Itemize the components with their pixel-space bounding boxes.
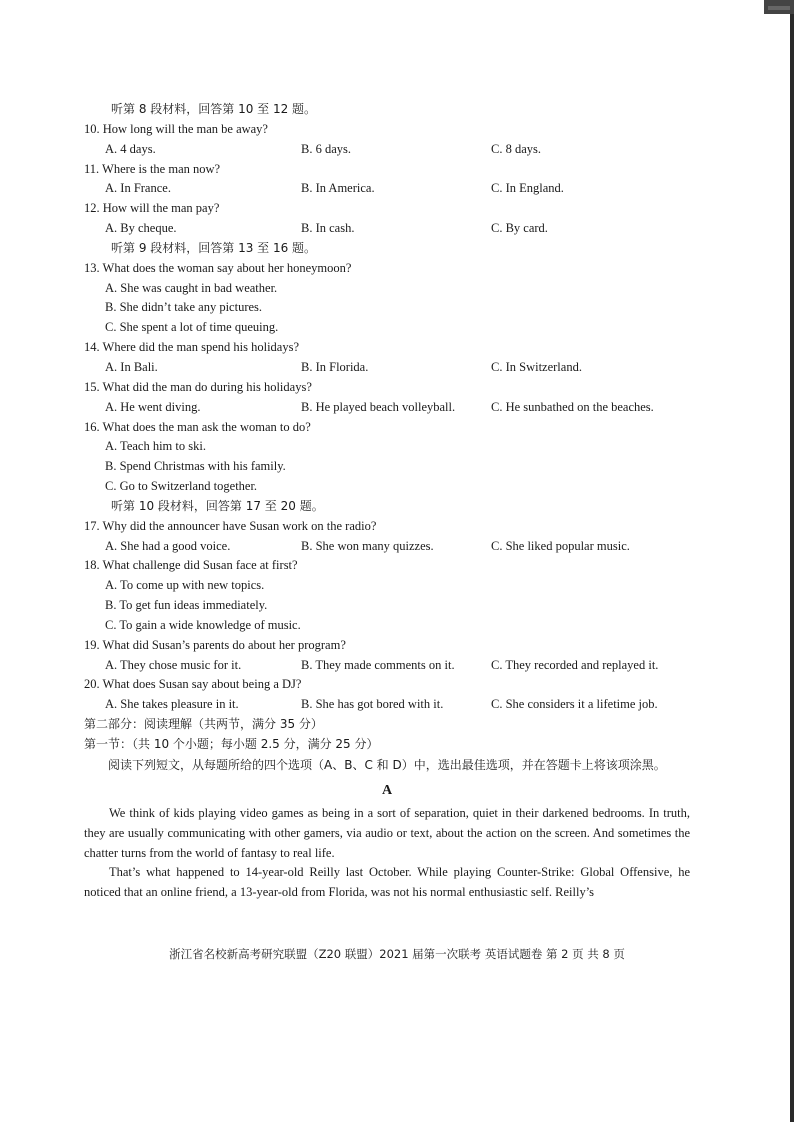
- option-a: A. By cheque.: [105, 221, 177, 236]
- option-c: C. Go to Switzerland together.: [105, 479, 258, 494]
- option-a: A. 4 days.: [105, 141, 156, 156]
- question-15: 15. What did the man do during his holidays?: [84, 379, 312, 394]
- options-17: [84, 537, 690, 557]
- option-a: A. She takes pleasure in it.: [105, 697, 239, 712]
- option-b: B. Spend Christmas with his family.: [105, 459, 286, 474]
- option-a: A. He went diving.: [105, 399, 201, 414]
- question-10: 10. How long will the man be away?: [84, 121, 268, 136]
- option-b: B. She has got bored with it.: [301, 697, 444, 712]
- scan-corner-mark: [768, 6, 790, 10]
- option-b: B. They made comments on it.: [301, 657, 455, 672]
- reading-instruction: 阅读下列短文，从每题所给的四个选项（A、B、C 和 D）中，选出最佳选项，并在答题卡上将该项涂黑。: [108, 757, 666, 772]
- option-b: B. To get fun ideas immediately.: [105, 598, 268, 613]
- question-17: 17. Why did the announcer have Susan work on the radio?: [84, 518, 377, 533]
- option-a: A. She was caught in bad weather.: [105, 280, 278, 295]
- question-14: 14. Where did the man spend his holidays?: [84, 340, 300, 355]
- page-footer: 浙江省名校新高考研究联盟（Z20 联盟）2021 届第一次联考 英语试题卷 第 2 页 共 8 页: [169, 947, 625, 961]
- option-b: B. She won many quizzes.: [301, 538, 434, 553]
- options-14: [84, 358, 690, 378]
- option-c: C. In England.: [491, 181, 564, 196]
- option-a: A. They chose music for it.: [105, 657, 242, 672]
- option-b: B. In America.: [301, 181, 375, 196]
- option-c: C. In Switzerland.: [491, 359, 582, 374]
- section-heading-8: 听第 8 段材料，回答第 10 至 12 题。: [111, 102, 317, 116]
- question-18: 18. What challenge did Susan face at first?: [84, 558, 298, 573]
- question-12: 12. How will the man pay?: [84, 201, 220, 216]
- option-c: C. He sunbathed on the beaches.: [491, 399, 654, 414]
- option-b: B. In Florida.: [301, 359, 369, 374]
- option-a: A. In France.: [105, 181, 171, 196]
- question-11: 11. Where is the man now?: [84, 161, 221, 176]
- passage-paragraph-2: That’s what happened to 14-year-old Reilly last October. While playing Counter-Strike: Global Offensive, he noticed that an online friend, a 13-year-old from Florida, was not his normal enthusiastic self. Reilly’s: [84, 865, 690, 900]
- exam-page-content: [84, 100, 690, 903]
- section-heading-9: 听第 9 段材料，回答第 13 至 16 题。: [111, 240, 317, 255]
- options-15: [84, 398, 690, 418]
- question-19: 19. What did Susan’s parents do about her program?: [84, 637, 346, 652]
- options-10: [84, 140, 690, 160]
- option-c: C. By card.: [491, 221, 548, 236]
- option-a: A. To come up with new topics.: [105, 578, 265, 593]
- option-c: C. She spent a lot of time queuing.: [105, 320, 279, 335]
- option-c: C. 8 days.: [491, 141, 541, 156]
- option-c: C. She liked popular music.: [491, 538, 630, 553]
- question-13: 13. What does the woman say about her honeymoon?: [84, 260, 352, 275]
- options-20: [84, 695, 690, 715]
- passage-paragraph-1: We think of kids playing video games as being in a sort of separation, quiet in their darkened bedrooms. In truth, they are usually communicating with other gamers, via audio or text, about the action on the screen. And sometimes the chatter turns from the world of fantasy to real life.: [84, 805, 690, 860]
- option-b: B. In cash.: [301, 221, 355, 236]
- option-c: C. She considers it a lifetime job.: [491, 697, 658, 712]
- option-b: B. She didn’t take any pictures.: [105, 300, 263, 315]
- part2-title: 第二部分：阅读理解（共两节，满分 35 分）: [84, 717, 323, 732]
- options-11: [84, 179, 690, 199]
- options-12: [84, 219, 690, 239]
- part2-section1-title: 第一节：（共 10 个小题；每小题 2.5 分，满分 25 分）: [84, 737, 379, 751]
- question-20: 20. What does Susan say about being a DJ?: [84, 677, 302, 692]
- question-16: 16. What does the man ask the woman to do?: [84, 419, 311, 434]
- option-a: A. In Bali.: [105, 359, 158, 374]
- section-heading-10: 听第 10 段材料，回答第 17 至 20 题。: [111, 498, 324, 513]
- option-b: B. He played beach volleyball.: [301, 399, 456, 414]
- passage-a: [84, 804, 690, 903]
- option-c: C. To gain a wide knowledge of music.: [105, 617, 301, 632]
- options-19: [84, 656, 690, 676]
- option-a: A. She had a good voice.: [105, 538, 231, 553]
- option-a: A. Teach him to ski.: [105, 439, 206, 454]
- option-b: B. 6 days.: [301, 141, 351, 156]
- option-c: C. They recorded and replayed it.: [491, 657, 659, 672]
- passage-label: A: [381, 782, 393, 798]
